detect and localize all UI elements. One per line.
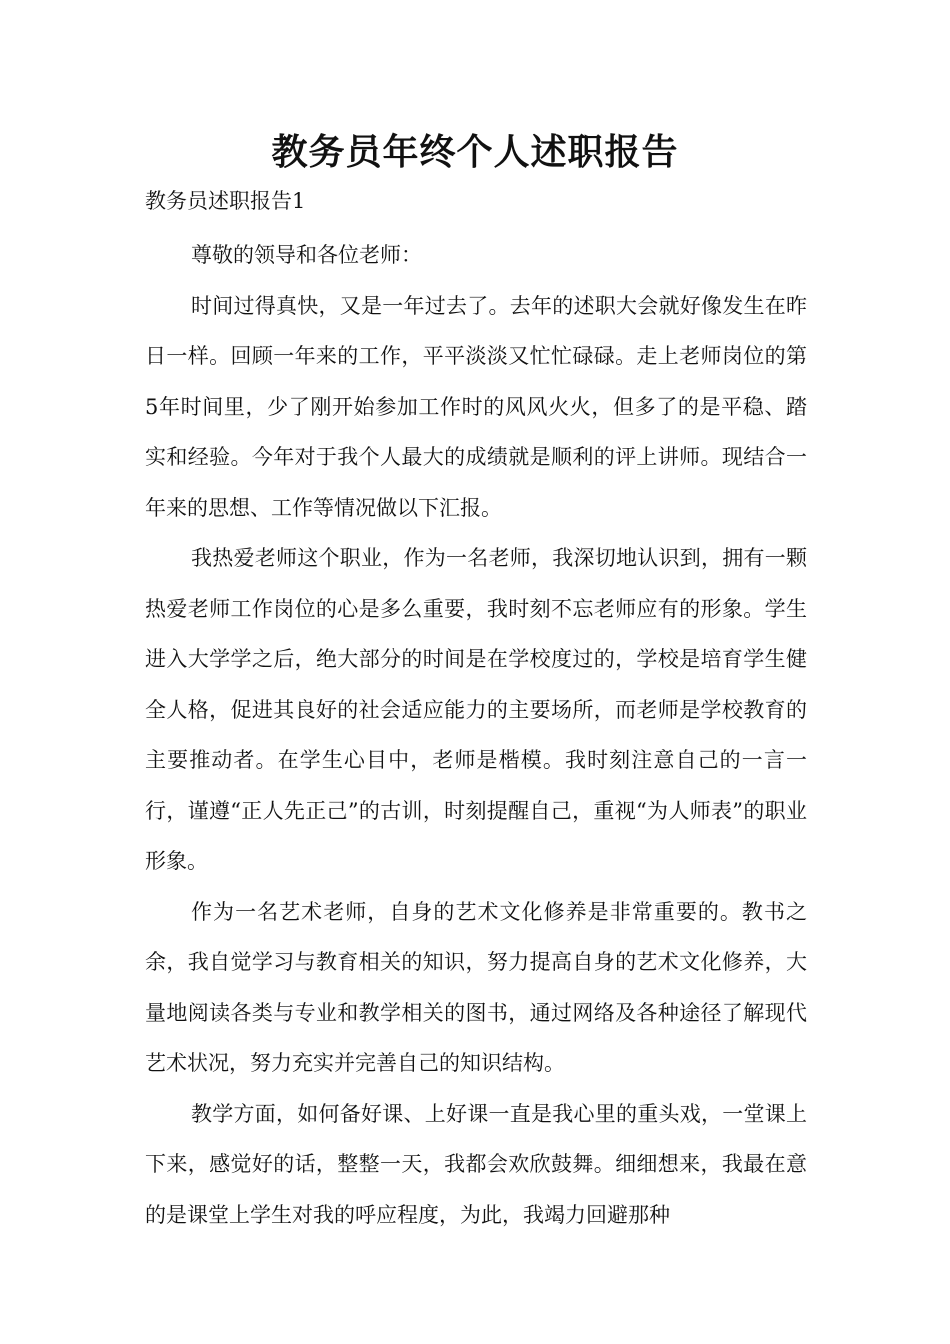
document-title: 教务员年终个人述职报告 bbox=[271, 132, 679, 173]
document-body bbox=[145, 230, 807, 1240]
paragraph-salutation: 尊敬的领导和各位老师： bbox=[191, 243, 422, 267]
paragraph-teacher-image: 我热爱老师这个职业，作为一名老师，我深切地认识到，拥有一颗热爱老师工作岗位的心是多么重要，我时刻不忘老师应有的形象。学生进入大学学之后，绝大部分的时间是在学校度过的，学校是培育学生健全人格，促进其良好的社会适应能力的主要场所，而老师是学校教育的主要推动者。在学生心目中，老师是楷模。我时刻注意自己的一言一行，谨遵“正人先正己”的古训，时刻提醒自己，重视“为人师表”的职业形象。 bbox=[145, 546, 807, 873]
paragraph-intro: 时间过得真快，又是一年过去了。去年的述职大会就好像发生在昨日一样。回顾一年来的工作，平平淡淡又忙忙碌碌。走上老师岗位的第5年时间里，少了刚开始参加工作时的风风火火，但多了的是平稳、踏实和经验。今年对于我个人最大的成绩就是顺利的评上讲师。现结合一年来的思想、工作等情况做以下汇报。 bbox=[145, 293, 807, 520]
section-subtitle: 教务员述职报告1 bbox=[145, 189, 306, 213]
paragraph-teaching: 教学方面，如何备好课、上好课一直是我心里的重头戏，一堂课上下来，感觉好的话，整整一天，我都会欢欣鼓舞。细细想来，我最在意的是课堂上学生对我的呼应程度，为此，我竭力回避那种 bbox=[145, 1101, 807, 1227]
paragraph-art-cultivation: 作为一名艺术老师，自身的艺术文化修养是非常重要的。教书之余，我自觉学习与教育相关的知识，努力提高自身的艺术文化修养，大量地阅读各类与专业和教学相关的图书，通过网络及各种途径了解现代艺术状况，努力充实并完善自己的知识结构。 bbox=[145, 899, 807, 1075]
